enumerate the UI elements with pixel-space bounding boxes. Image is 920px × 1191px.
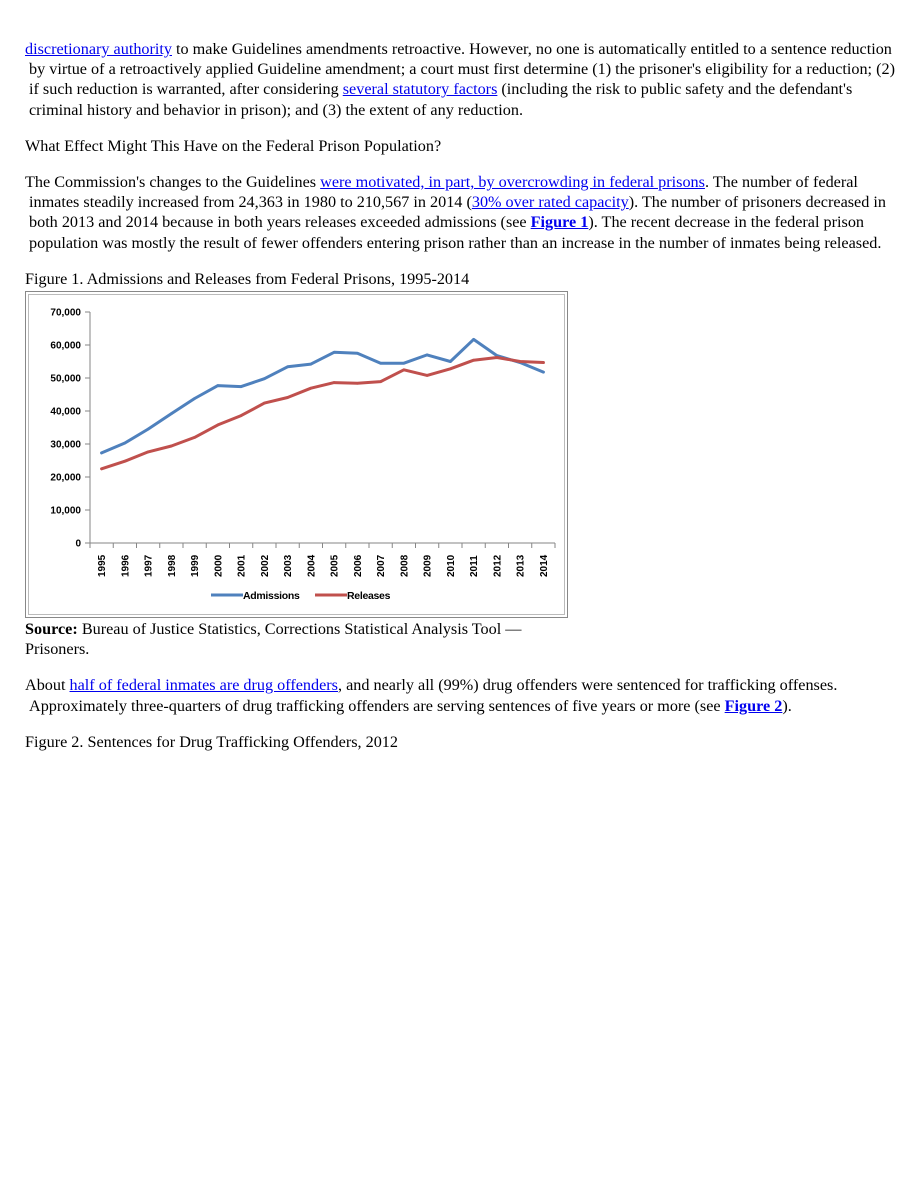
data-point-admissions <box>542 371 545 374</box>
data-point-releases <box>263 402 266 405</box>
chart-plot-area-frame <box>28 294 565 615</box>
x-tick-label: 2012 <box>492 554 504 578</box>
data-point-admissions <box>217 384 220 387</box>
data-point-admissions <box>379 362 382 365</box>
source-text: Bureau of Justice Statistics, Corrections Statistical Analysis Tool —Prisoners. <box>25 620 522 659</box>
data-point-admissions <box>403 362 406 365</box>
x-tick-label: 2014 <box>538 554 550 578</box>
paragraph-overcrowding <box>25 172 905 253</box>
data-point-releases <box>449 368 452 371</box>
y-tick-label: 0 <box>75 538 81 550</box>
data-point-releases <box>356 382 359 385</box>
link-overcrowding[interactable]: were motivated, in part, by overcrowding in federal prisons <box>320 173 705 192</box>
link-figure-1[interactable]: Figure 1 <box>530 213 589 232</box>
data-point-admissions <box>449 360 452 363</box>
data-point-releases <box>472 359 475 362</box>
data-point-releases <box>240 414 243 417</box>
line-chart-svg <box>29 295 564 614</box>
x-tick-label: 2011 <box>469 555 481 578</box>
data-point-admissions <box>333 351 336 354</box>
x-tick-label: 2010 <box>445 554 457 578</box>
data-point-releases <box>333 381 336 384</box>
data-point-admissions <box>263 377 266 380</box>
data-point-releases <box>496 356 499 359</box>
data-point-admissions <box>286 366 289 369</box>
data-point-admissions <box>170 412 173 415</box>
figure-1-caption: Figure 1. Admissions and Releases from Federal Prisons, 1995-2014 <box>25 269 470 288</box>
x-tick-label: 1997 <box>143 554 155 578</box>
section-heading: What Effect Might This Have on the Federal Prison Population? <box>25 136 442 155</box>
x-tick-label: 1995 <box>97 554 109 578</box>
paragraph-drug-offenders <box>25 675 905 715</box>
data-point-releases <box>193 436 196 439</box>
series-line-releases <box>102 358 544 469</box>
paragraph-text: . The number of federal inmates steadily increased from 24,363 in 1980 to 210,567 in 2014 ( <box>29 173 858 212</box>
data-point-releases <box>100 468 103 471</box>
paragraph-text: ). <box>782 696 792 715</box>
y-tick-label: 30,000 <box>50 439 81 451</box>
y-tick-label: 60,000 <box>50 340 81 352</box>
data-point-releases <box>217 424 220 427</box>
data-point-admissions <box>356 352 359 355</box>
paragraph-retroactive <box>25 39 905 120</box>
paragraph-text: ). The recent decrease in the federal prison population was mostly the result of fewer offenders entering prison rather than an increase in the number of inmates being released. <box>29 213 882 252</box>
data-point-releases <box>519 360 522 363</box>
series-line-admissions <box>102 339 544 453</box>
paragraph-text: (including the risk to public safety and the defendant's criminal history and behavior in prison); and (3) the extent of any reduction. <box>29 80 853 119</box>
data-point-admissions <box>426 354 429 357</box>
data-point-admissions <box>472 338 475 341</box>
y-tick-label: 70,000 <box>50 307 81 319</box>
data-point-admissions <box>124 442 127 445</box>
x-tick-label: 2007 <box>376 554 388 578</box>
link-discretionary-authority[interactable]: discretionary authority <box>25 40 172 58</box>
data-point-admissions <box>310 363 313 366</box>
data-point-releases <box>403 369 406 372</box>
paragraph-text: About <box>25 676 70 695</box>
legend-label-releases: Releases <box>347 590 391 603</box>
data-point-releases <box>170 445 173 448</box>
data-point-admissions <box>193 397 196 400</box>
paragraph-text: ). The number of prisoners decreased in both 2013 and 2014 because in both years releases exceeded admissions (see <box>29 193 886 232</box>
data-point-releases <box>286 396 289 399</box>
x-tick-label: 2005 <box>329 554 341 578</box>
y-tick-label: 50,000 <box>50 373 81 385</box>
link-rated-capacity[interactable]: 30% over rated capacity <box>471 193 629 212</box>
paragraph-text: The Commission's changes to the Guidelines <box>25 173 321 192</box>
paragraph-text: to make Guidelines amendments retroactive. However, no one is automatically entitled to a sentence reduction by virtue of a retroactively applied Guideline amendment; a court must first determine (1) the prisoner's eligibility for a reduction; (2) if such reduction is warranted, after considering <box>29 40 895 99</box>
data-point-releases <box>124 460 127 463</box>
data-point-releases <box>147 451 150 454</box>
y-tick-label: 40,000 <box>50 406 81 418</box>
x-tick-label: 2000 <box>213 554 225 578</box>
source-label: Source: <box>25 620 78 639</box>
data-point-releases <box>310 387 313 390</box>
y-tick-label: 10,000 <box>50 505 81 517</box>
x-tick-label: 1996 <box>120 554 132 578</box>
data-point-releases <box>379 380 382 383</box>
x-tick-label: 2006 <box>352 554 364 578</box>
data-point-releases <box>426 374 429 377</box>
x-tick-label: 1999 <box>190 554 202 578</box>
x-tick-label: 2002 <box>259 554 271 578</box>
figure-2-caption: Figure 2. Sentences for Drug Trafficking Offenders, 2012 <box>25 732 398 751</box>
x-tick-label: 2008 <box>399 554 411 578</box>
x-tick-label: 2001 <box>236 554 248 578</box>
legend-label-admissions: Admissions <box>243 590 300 603</box>
y-tick-label: 20,000 <box>50 472 81 484</box>
x-tick-label: 1998 <box>166 554 178 578</box>
link-statutory-factors[interactable]: several statutory factors <box>342 80 498 99</box>
data-point-admissions <box>147 428 150 431</box>
x-tick-label: 2003 <box>283 554 295 578</box>
data-point-admissions <box>100 452 103 455</box>
link-figure-2[interactable]: Figure 2 <box>724 696 783 715</box>
figure-1-source <box>25 619 565 659</box>
x-tick-label: 2009 <box>422 554 434 578</box>
x-tick-label: 2013 <box>515 554 527 578</box>
data-point-releases <box>542 361 545 364</box>
paragraph-text: , and nearly all (99%) drug offenders were sentenced for trafficking offenses. Approximately three-quarters of drug trafficking offenders are serving sentences of five years or more (see <box>29 676 838 715</box>
link-drug-offenders[interactable]: half of federal inmates are drug offenders <box>69 676 338 695</box>
article-body <box>25 39 905 752</box>
data-point-admissions <box>240 385 243 388</box>
x-tick-label: 2004 <box>306 554 318 578</box>
figure-1-chart <box>25 291 568 618</box>
